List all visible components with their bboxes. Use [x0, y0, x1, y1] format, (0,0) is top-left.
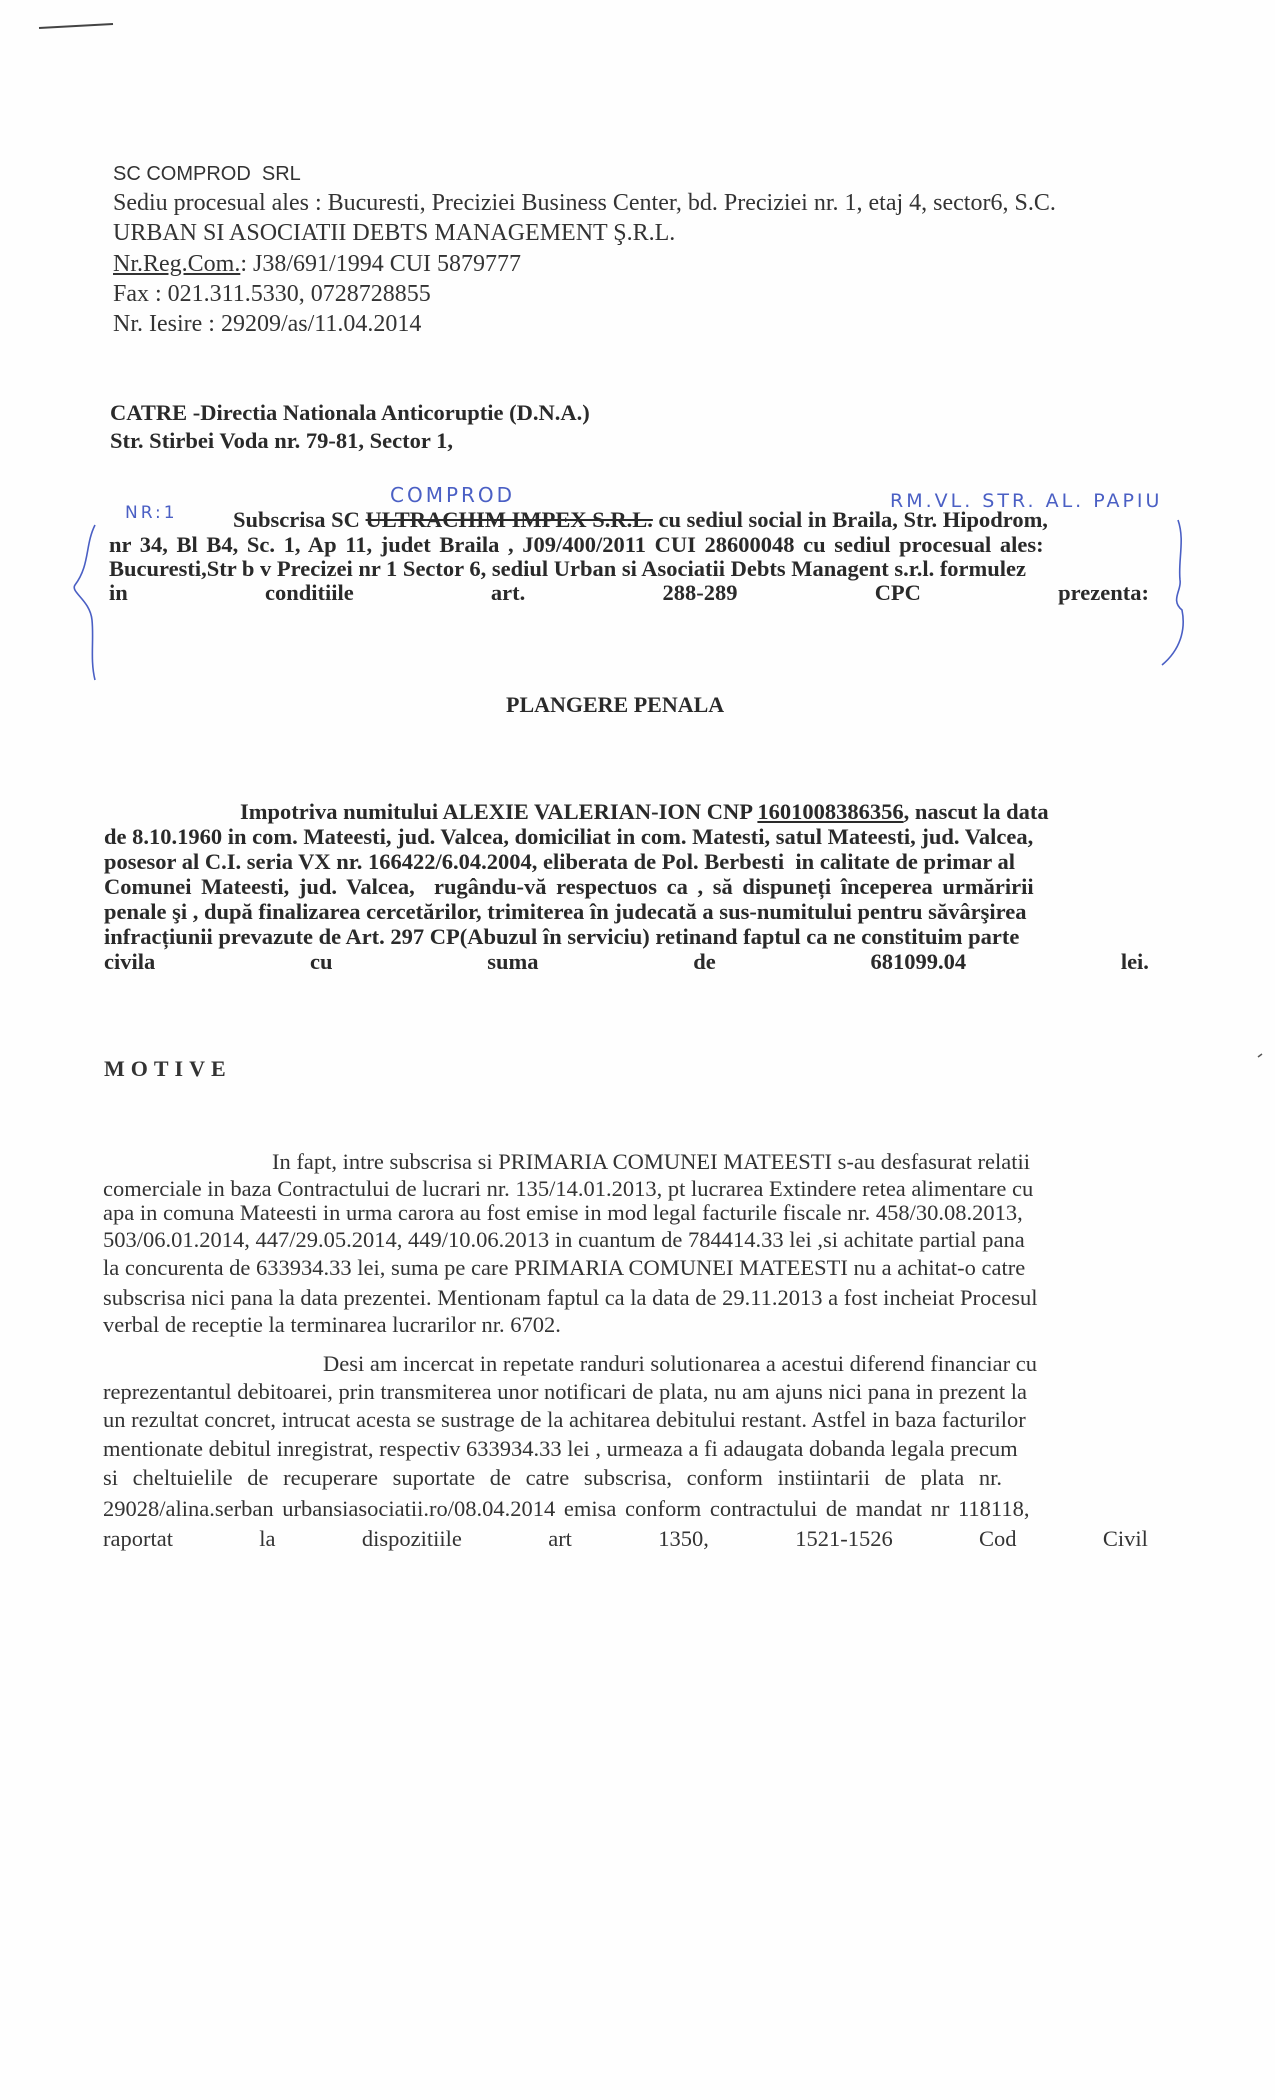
word: Civil [1102, 1526, 1148, 1551]
motive-para2-line-7 [103, 1526, 1148, 1552]
word: la [259, 1526, 276, 1551]
sender-fax: Fax : 021.311.5330, 0728728855 [113, 281, 431, 307]
motive-para2-line-2: reprezentantul debitoarei, prin transmiterea unor notificari de plata, nu am ajuns nici pana in prezent la [103, 1379, 1027, 1404]
complaint-line-6: infracțiunii prevazute de Art. 297 CP(Abuzul în serviciu) retinand faptul ca ne constituim parte [104, 924, 1020, 949]
cnp-number: 1601008386356 [757, 799, 904, 824]
intro-line-1 [233, 507, 1048, 533]
word: cu [309, 949, 333, 974]
complaint-line-4: Comunei Mateesti, jud. Valcea, rugându-vă respectuos ca , să dispuneți începerea urmăririi [104, 874, 1034, 899]
left-brace-mark [74, 525, 95, 680]
recipient-line-2: Str. Stirbei Voda nr. 79-81, Sector 1, [110, 428, 453, 453]
word: conditiile [264, 580, 354, 605]
word: prezenta: [1058, 580, 1149, 605]
complaint-line-1 [240, 799, 1049, 825]
claim-amount: 681099.04 [870, 949, 967, 974]
handwritten-address: RM.VL. STR. AL. PAPIU [890, 490, 1163, 512]
exit-number: Nr. Iesire : 29209/as/11.04.2014 [113, 311, 422, 337]
motive-para1-line-7: verbal de receptie la terminarea lucrarilor nr. 6702. [103, 1312, 561, 1337]
word: art. [490, 580, 526, 605]
registration-label: Nr.Reg.Com. [113, 251, 241, 277]
motive-para1-line-3: apa in comuna Mateesti in urma carora au fost emise in mod legal facturile fiscale nr. 458/30.08.2013, [103, 1200, 1023, 1225]
word: 1521-1526 [795, 1526, 893, 1551]
motive-para2-line-3: un rezultat concret, intrucat acesta se sustrage de la achitarea debitului restant. Astfel in baza facturilor [103, 1407, 1026, 1432]
recipient-line-1: CATRE -Directia Nationala Anticoruptie (D.N.A.) [110, 400, 590, 425]
intro-line-3: Bucuresti,Str b v Precizei nr 1 Sector 6, sediul Urban si Asociatii Debts Managent s.r.l. formulez [109, 556, 1027, 581]
word: de [693, 949, 716, 974]
motive-para2-line-1: Desi am incercat in repetate randuri solutionarea a acestui diferend financiar cu [323, 1351, 1038, 1376]
intro-rest: cu sediul social in Braila, Str. Hipodrom, [652, 507, 1048, 532]
sender-registration [113, 251, 521, 278]
complaint-line-3: posesor al C.I. seria VX nr. 166422/6.04.2004, eliberata de Pol. Berbesti in calitate de primar al [104, 849, 1015, 874]
registration-value: : J38/691/1994 CUI 5879777 [240, 251, 522, 277]
intro-line-2 [109, 532, 1149, 558]
word: CPC [874, 580, 921, 605]
word: in [109, 580, 128, 605]
motive-para1-line-6: subscrisa nici pana la data prezentei. Mentionam faptul ca la data de 29.11.2013 a fost incheiat Procesul [103, 1285, 1038, 1310]
document-title: PLANGERE PENALA [506, 692, 725, 717]
word: suma [487, 949, 539, 974]
motive-para2-line-4: mentionate debitul inregistrat, respectiv 633934.33 lei , urmeaza a fi adaugata dobanda legala precum [103, 1436, 1018, 1461]
word: civila [104, 949, 156, 974]
struck-company-name: ULTRACHIM IMPEX S.R.L. [365, 507, 653, 532]
word: art [548, 1526, 572, 1551]
motive-para1-line-1: In fapt, intre subscrisa si PRIMARIA COMUNEI MATEESTI s-au desfasurat relatii [272, 1149, 1031, 1174]
sender-address-line-2: URBAN SI ASOCIATII DEBTS MANAGEMENT Ş.R.L. [113, 220, 676, 246]
word: lei. [1120, 949, 1149, 974]
word: 1350, [658, 1526, 709, 1551]
word: raportat [103, 1526, 173, 1551]
motive-para1-line-4: 503/06.01.2014, 447/29.05.2014, 449/10.06.2013 in cuantum de 784414.33 lei ,si achitate partial pana [103, 1227, 1025, 1252]
handwritten-number: NR:1 [125, 503, 178, 523]
motive-heading: MOTIVE [104, 1056, 232, 1081]
sender-address-line-1: Sediu procesual ales : Bucuresti, Preciziei Business Center, bd. Preciziei nr. 1, etaj 4, sector6, S.C. [113, 190, 1056, 216]
motive-para2-line-6: 29028/alina.serban urbansiasociatii.ro/08.04.2014 emisa conform contractului de mandat nr 118118, [103, 1496, 1030, 1521]
motive-para1-line-5: la concurenta de 633934.33 lei, suma pe care PRIMARIA COMUNEI MATEESTI nu a achitat-o catre [103, 1255, 1026, 1280]
complaint-line-7 [104, 949, 1149, 975]
top-dash-mark [39, 24, 113, 28]
complaint-lead: Impotriva numitului ALEXIE VALERIAN-ION CNP [240, 799, 758, 824]
word: dispozitiile [361, 1526, 462, 1551]
sender-company: SC COMPROD SRL [113, 163, 301, 185]
motive-para2-line-5: si cheltuielile de recuperare suportate de catre subscrisa, conform instiintarii de plata nr. [103, 1465, 1002, 1490]
stray-mark [1258, 1054, 1262, 1057]
intro-lead: Subscrisa SC [233, 507, 366, 532]
motive-para1-line-2: comerciale in baza Contractului de lucrari nr. 135/14.01.2013, pt lucrarea Extindere retea alimentare cu [103, 1176, 1034, 1201]
intro-line-4 [109, 580, 1149, 606]
complaint-line-2: de 8.10.1960 in com. Mateesti, jud. Valcea, domiciliat in com. Matesti, satul Mateesti, jud. Valcea, [104, 824, 1034, 849]
complaint-line-5: penale şi , după finalizarea cercetărilor, trimiterea în judecată a sus-numitului pentru săvârşirea [104, 899, 1027, 924]
right-brace-mark [1162, 520, 1183, 665]
complaint-tail: , nascut la data [903, 799, 1049, 824]
word: 288-289 [662, 580, 738, 605]
intro-line-2-text: nr 34, Bl B4, Sc. 1, Ap 11, judet Braila , J09/400/2011 CUI 28600048 cu sediul procesual ales: [109, 532, 1044, 557]
handwritten-company: COMPROD [390, 483, 516, 507]
word: Cod [979, 1526, 1017, 1551]
